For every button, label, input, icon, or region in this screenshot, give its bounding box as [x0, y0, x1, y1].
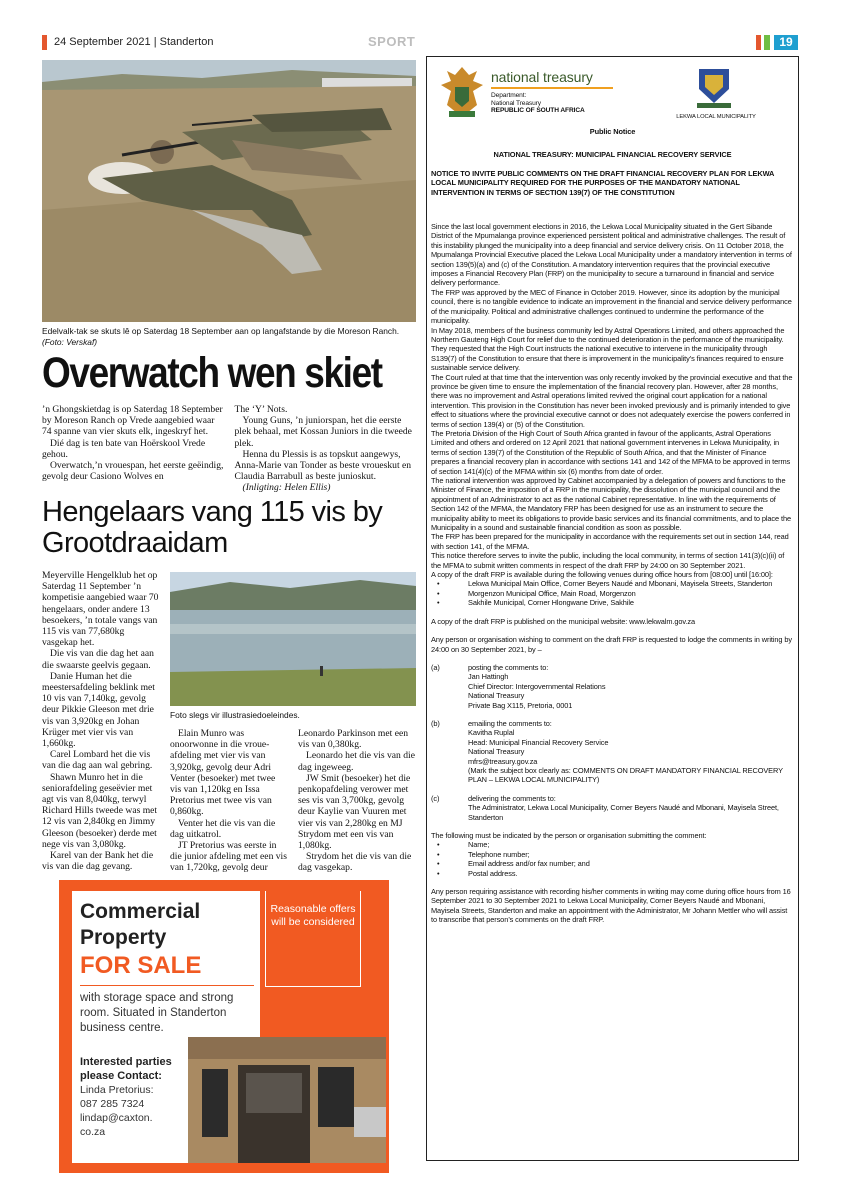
paragraph: Leonardo het die vis van die dag ingeweeg. [298, 750, 415, 773]
ad-contact-name: Linda Pretorius: [80, 1084, 154, 1096]
lekwa-label: LEKWA LOCAL MUNICIPALITY [676, 114, 756, 120]
notice-website: A copy of the draft FRP is published on the municipal website: www.lekwalm.gov.za [431, 616, 695, 626]
notice-final: Any person requiring assistance with recording his/her comments in writing may come during office hours from 16 September 2021 to 30 September 2021 to Lekwa Local Municipality, Corner Beyers Naudé and Mbonani, Mayisela Streets, Standerton and make an appointment with the Administrator, Mr Johann Mettler who will assist to transcribe that person’s comments on the draft FRP. [431, 887, 791, 925]
paragraph: Carel Lombard het die vis van die dag aan wal gebring. [42, 749, 153, 772]
venue-text: Morgenzon Municipal Office, Main Road, Morgenzon [468, 588, 636, 598]
photo-caption [42, 326, 416, 348]
story2-col1 [42, 570, 160, 872]
venue-item: • Sakhile Municipal, Corner Hlongwane Drive, Sakhile [437, 598, 634, 608]
option-c [431, 794, 794, 822]
section-label: SPORT [368, 34, 416, 49]
option-b-key: (b) [431, 718, 440, 728]
property-advert [59, 880, 389, 1173]
coat-of-arms-art [437, 65, 487, 125]
indicate-text: Email address and/or fax number; and [468, 859, 590, 869]
ad-description: with storage space and strong room. Situated in Standerton business centre. [80, 992, 234, 1034]
photo-caption-text: Edelvalk-tak se skuts lê op Saterdag 18 September aan op langafstande by die Moreson Ranch. [42, 326, 400, 336]
ad-title-line1: Commercial [80, 900, 201, 923]
option-b [431, 719, 794, 785]
option-line: National Treasury [468, 691, 525, 701]
option-line: mfrs@treasury.gov.za [468, 756, 538, 766]
headline-hengelaars: Hengelaars vang 115 vis by Grootdraaidam [42, 496, 383, 559]
nt-republic: REPUBLIC OF SOUTH AFRICA [491, 107, 585, 114]
header-separator: | [153, 36, 157, 48]
paragraph: Shawn Munro het in die seniorafdeling geseëvier met agt vis van 8,040kg, terwyl Richard Hills tweede was met 12 vis van 2,840kg en Jimmy Gleeson (besoeker) derde met nege vis van 3,080kg. [42, 771, 158, 850]
option-c-body [468, 794, 794, 822]
ad-divider [80, 985, 254, 986]
option-line: Head: Municipal Financial Recovery Service [468, 737, 609, 747]
indicate-text: Postal address. [468, 868, 518, 878]
venue-item: • Morgenzon Municipal Office, Main Road, Morgenzon [437, 588, 636, 598]
indicate-text: Telephone number; [468, 849, 530, 859]
shooting-photo [42, 60, 416, 322]
option-line: posting the comments to: [468, 662, 549, 672]
venue-item: • Lekwa Municipal Main Office, Corner Beyers Naudé and Mbonani, Mayisela Streets, Standerton [437, 579, 773, 589]
notice-lodge: Any person or organisation wishing to comment on the draft FRP is requested to lodge the comments in writing by 24:00 on 30 September 2021, by – [431, 635, 792, 654]
public-notice [426, 56, 799, 1161]
story1-col2 [235, 404, 418, 494]
story1-body [42, 404, 417, 494]
paragraph: Henna du Plessis is as topskut aangewys, Anna-Marie van Tonder as beste vroueskut en Claudia Barrabull as beste junioskut. [234, 448, 412, 483]
ad-title-line3: FOR SALE [80, 952, 202, 979]
shooting-photo-art [42, 60, 416, 322]
paragraph: Elain Munro was onoorwonne in die vroue-afdeling met vier vis van 3,920kg, gevolg deur Adri Venter (besoeker) met twee vis van 1,120kg en Issa Pretorius met twee vis van 0,860kg. [170, 728, 276, 818]
indicate-item: • Telephone number; [437, 849, 530, 859]
header-town: Standerton [159, 36, 214, 48]
ad-contact-email-domain: co.za [80, 1126, 106, 1138]
option-line: Chief Director: Intergovernmental Relations [468, 681, 606, 691]
sa-coat-of-arms-icon [437, 65, 487, 125]
ad-contact-email: lindap@caxton. [80, 1112, 153, 1124]
paragraph: Meyerville Hengelklub het op Saterdag 11 September ’n kompetisie aangebied waar 70 hengelaars, onder andere 13 besoekers, ’n totale vangs van 115 vis van 77,680kg vasgekap het. [42, 570, 159, 649]
dam-photo [170, 572, 416, 706]
ad-contact-phone: 087 285 7324 [80, 1098, 145, 1110]
notice-para: This notice therefore serves to invite the public, including the local community, in terms of section 141(3)(c)(ii) of the MFMA to submit written comments in respect of the draft FRP by 24:00 on 30 September 2021. [431, 551, 785, 570]
dam-photo-art [170, 572, 416, 706]
option-line: Jan Hattingh [468, 672, 509, 682]
ad-contact-heading: Interested parties please Contact: [80, 1056, 172, 1082]
story1-col1 [42, 404, 225, 494]
paragraph: ’n Ghongskietdag is op Saterdag 18 September by Moreson Ranch op Vrede aangebied waar 74 spanne van vier skuts elk, ingeskryf het. [42, 404, 223, 438]
option-a-key: (a) [431, 662, 440, 672]
story2-col3 [298, 728, 416, 874]
header-right-bar-2 [764, 35, 770, 50]
notice-indicate: The following must be indicated by the person or organisation submitting the comment: [431, 831, 707, 840]
notice-content [431, 127, 794, 925]
paragraph: Strydom het die vis van die dag vasgekap. [298, 851, 412, 874]
notice-para: In May 2018, members of the business community led by Astral Operations Limited, and others approached the Northern Gauteng High Court for relief due to the continued deterioration in the performance of the municipality. They requested that the High Court instructs the national executive to intervene in the municipality through S139(7) of the Constitution to ensure that there is improvement in the municipality’s finances required to ensure sustainable service delivery. [431, 325, 785, 373]
ad-building-photo [188, 1037, 386, 1163]
ad-offer-text: Reasonable offers will be considered [270, 903, 356, 928]
option-line: emailing the comments to: [468, 718, 552, 728]
ad-title [80, 899, 260, 981]
paragraph: Overwatch,’n vrouespan, het eerste geëindig, gevolg deur Casiono Wolves en [42, 460, 224, 483]
photo-credit: (Foto: Verskaf) [42, 337, 98, 347]
paragraph: Leonardo Parkinson met een vis van 0,380kg. [298, 728, 409, 751]
option-a [431, 663, 794, 710]
notice-para: The Pretoria Division of the High Court of South Africa granted in favour of the applicants, Astral Operations Limited and others and ordered on 12 April 2021 that national government intervenes in Lekwa Municipality, in terms of section 139(7) of the Constitution of the Republic of South Africa, and that the Minister of Finance prepares a financial recovery plan in accordance with sections 141 and 142 of the MFMA to be approved in terms of section 141(4)(c) of the MFMA within six (6) months from date of order. [431, 428, 791, 476]
paragraph: Danie Human het die meestersafdeling beklink met 10 vis van 7,140kg, gevolg deur Pikkie Gleeson met drie vis van 3,920kg en Johan Krüger met vier vis van 1,660kg. [42, 670, 155, 750]
notice-public-notice: Public Notice [589, 127, 636, 136]
notice-para: Since the last local government elections in 2016, the Lekwa Local Municipality situated in the Gert Sibande District of the Mpumalanga province experienced persistent political and administrative challenges. The result of this instability plunged the municipality into a deep financial and service delivery crisis. On 11 October 2018, the Mpumalanga Provincial Executive placed the Lekwa Local Municipality under a mandatory intervention in terms of section 139(5)(a) and (c) of the Constitution. A mandatory intervention requires that the provincial executive imposes a Financial Recovery Plan (FRP) on the municipality to secure a turnaround in financial and service delivery performance. [431, 222, 792, 288]
lekwa-crest-icon [689, 63, 739, 111]
ad-title-line2: Property [80, 926, 167, 949]
option-line: The Administrator, Lekwa Local Municipality, Corner Beyers Naudé and Mbonani, Mayisela Street, Standerton [468, 803, 779, 822]
notice-para: A copy of the draft FRP is available during the following venues during office hours from [08:00] until [16:00]: [431, 570, 773, 580]
header-date: 24 September 2021 [54, 36, 151, 48]
paragraph: Venter het die vis van die dag uitkatrol. [170, 817, 276, 840]
venue-text: Sakhile Municipal, Corner Hlongwane Drive, Sakhile [468, 598, 634, 608]
nt-rule [491, 87, 613, 89]
nt-logo-text [491, 69, 631, 115]
notice-para: The FRP was approved by the MEC of Finance in October 2019. However, since its adoption by the municipal council, there is no tangible evidence to indicate an improvement in the financial and service delivery performance of the municipality. Political and administrative challenges continued to undermine the performance of the municipality. [431, 287, 792, 326]
paragraph: JT Pretorius was eerste in die junior afdeling met een vis van 1,720kg, gevolg deur [170, 840, 287, 874]
dam-photo-caption: Foto slegs vir illustrasiedoeleindes. [170, 710, 300, 720]
notice-title: NOTICE TO INVITE PUBLIC COMMENTS ON THE DRAFT FINANCIAL RECOVERY PLAN FOR LEKWA LOCAL MUNICIPALITY REQUIRED FOR THE PURPOSES OF THE MANDATORY NATIONAL INTERVENTION IN TERMS OF SECTION 139(7) OF THE CONSTITUTION [431, 168, 775, 197]
story2-col2 [170, 728, 288, 874]
option-line: Private Bag X115, Pretoria, 0001 [468, 700, 573, 710]
headline-overwatch: Overwatch wen skiet [42, 349, 382, 397]
paragraph: Die vis van die dag het aan die swaarste geelvis gegaan. [42, 648, 154, 671]
header-left-bar [42, 35, 47, 50]
indicate-item: • Postal address. [437, 868, 518, 878]
venue-text: Lekwa Municipal Main Office, Corner Beyers Naudé and Mbonani, Mayisela Streets, Standerton [468, 579, 773, 589]
option-line: Kavitha Ruplal [468, 728, 515, 738]
option-line: National Treasury [468, 747, 525, 757]
paragraph: JW Smit (besoeker) het die penkopafdeling verower met ses vis van 3,700kg, gevolg deur Kaylie van Vuuren met vier vis van 2,280kg en MJ Strydom met een vis van 1,080kg. [298, 772, 411, 852]
nt-dept: Department: [491, 92, 527, 99]
notice-para: The FRP has been prepared for the municipality in accordance with the requirements set out in section 144, read with section 141, of the MFMA. [431, 532, 789, 551]
lekwa-crest-art [689, 63, 739, 111]
paragraph: Dié dag is ten bate van Hoërskool Vrede gehou. [42, 437, 206, 460]
notice-subtitle: NATIONAL TREASURY: MUNICIPAL FINANCIAL RECOVERY SERVICE [493, 150, 732, 160]
option-line: delivering the comments to: [468, 793, 556, 803]
paragraph: Karel van der Bank het die vis van die dag gevang. [42, 850, 154, 873]
ad-offer-badge [265, 891, 361, 987]
indicate-item: • Name; [437, 840, 490, 850]
story1-credit: (Inligting: Helen Ellis) [242, 482, 331, 494]
nt-dept2: National Treasury [491, 99, 541, 107]
notice-para: The Court ruled at that time that the intervention was only recently invoked by the provincial executive and that the province be given time to ensure the implementation of the financial recovery plan. However, after 28 months, there was no improvement and Astral operations limited revived the original court application for a national intervention. This provision in the Constitution has never been invoked previously and is primarily intended to give effect to situations where the provincial executive cannot or does not adequately exercise the powers conferred in terms of section 139(4) or (5) of the Constitution. [431, 372, 793, 429]
option-b-body [468, 719, 794, 785]
notice-para: The national intervention was approved by Cabinet accompanied by a delegation of powers and functions to the Minister of Finance, the imposition of a FRP in the municipality, the dissolution of the municipal council and the appointment of an Administrator to act as the national Cabinet representative. In line with the requirements of Section 142 of the MFMA, the Mandatory FRP has been designed for use as an instrument to secure the municipality ability to meet its obligations to provide basic services and its financial commitments, and to place the Municipality in a sound and sustainable financial condition as soon as possible. [431, 476, 791, 533]
page-number: 19 [774, 35, 798, 50]
indicate-text: Name; [468, 840, 490, 850]
header-right-bar-1 [756, 35, 761, 50]
option-a-body [468, 663, 605, 710]
paragraph: Young Guns, ’n juniorspan, het die eerste plek behaal, met Kossan Juniors in die tweede plek. [234, 415, 412, 449]
header-dateline [54, 36, 213, 48]
indicate-item: • Email address and/or fax number; and [437, 859, 590, 869]
option-line: (Mark the subject box clearly as: COMMENTS ON DRAFT MANDATORY FINANCIAL RECOVERY PLAN – LEKWA LOCAL MUNICIPALITY) [468, 765, 783, 785]
ad-building-art [188, 1037, 386, 1163]
option-c-key: (c) [431, 793, 440, 803]
nt-name: national treasury [491, 69, 593, 85]
ad-contact [80, 1083, 184, 1139]
paragraph: The ‘Y’ Nots. [234, 404, 288, 415]
